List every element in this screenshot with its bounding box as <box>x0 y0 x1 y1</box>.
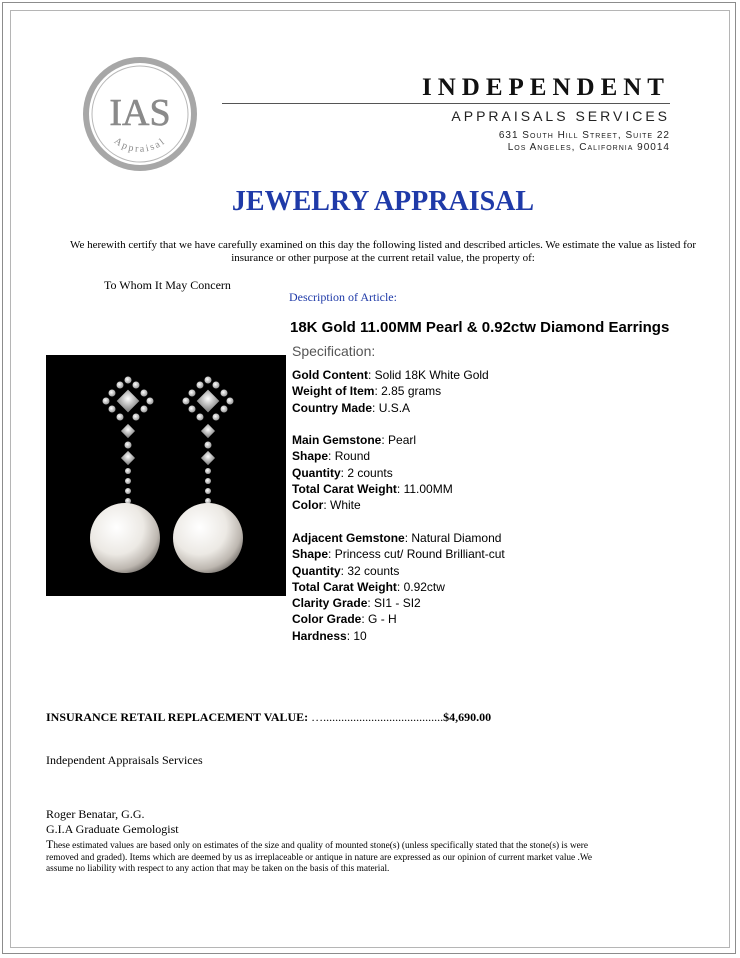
spec-row: Adjacent Gemstone: Natural Diamond <box>292 531 502 545</box>
spec-row: Clarity Grade: SI1 - SI2 <box>292 596 421 611</box>
insurance-value-line <box>46 710 491 725</box>
disclaimer-initial: T <box>46 837 54 851</box>
spec-row: Total Carat Weight: 11.00MM <box>292 481 453 496</box>
address-line-1: 631 South Hill Street, Suite 22 <box>498 130 670 141</box>
signer-name: Roger Benatar, G.G. <box>46 807 145 821</box>
company-subtitle: APPRAISALS SERVICES <box>451 108 670 124</box>
spec-row: Quantity: 32 counts <box>292 563 400 578</box>
insurance-amount: $4,690.00 <box>443 710 492 724</box>
spec-group-main-gemstone <box>292 432 453 513</box>
logo-monogram: IAS <box>109 92 171 134</box>
spec-row: Weight of Item: 2.85 grams <box>292 384 442 399</box>
footer-company: Independent Appraisals Services <box>46 753 203 767</box>
item-title: 18K Gold 11.00MM Pearl & 0.92ctw Diamond Earrings <box>290 319 670 336</box>
spec-row: Shape: Princess cut/ Round Brilliant-cut <box>292 547 505 562</box>
description-label: Description of Article: <box>289 290 397 304</box>
document-title: JEWELRY APPRAISAL <box>231 186 535 217</box>
logo-arc-text: Appraisal <box>111 135 169 155</box>
ias-logo <box>81 55 199 173</box>
address-line-2: Los Angeles, California 90014 <box>507 142 670 153</box>
certification-text: We herewith certify that we have carefully examined on this day the following listed and described articles. We estimate the value as listed for insurance or other purpose at the current retail value, the property of: <box>69 239 697 264</box>
spec-row: Total Carat Weight: 0.92ctw <box>292 579 445 594</box>
earrings-photo <box>46 355 286 596</box>
spec-row: Quantity: 2 counts <box>292 465 393 480</box>
disclaimer <box>46 839 606 876</box>
spec-row: Color: White <box>292 498 361 513</box>
spec-row: Color Grade: G - H <box>292 612 397 627</box>
spec-row: Country Made: U.S.A <box>292 400 411 415</box>
spec-group-metal <box>292 367 489 416</box>
spec-row: Gold Content: Solid 18K White Gold <box>292 368 489 382</box>
signer-title: G.I.A Graduate Gemologist <box>46 822 179 836</box>
spec-group-adjacent-gemstone <box>292 530 505 644</box>
recipient: To Whom It May Concern <box>104 278 231 292</box>
insurance-label: INSURANCE RETAIL REPLACEMENT VALUE: <box>46 710 309 724</box>
spec-row: Main Gemstone: Pearl <box>292 433 417 447</box>
specification-label: Specification: <box>292 343 376 359</box>
company-name: INDEPENDENT <box>422 74 670 101</box>
spec-row: Hardness: 10 <box>292 628 367 643</box>
header-divider <box>222 103 670 104</box>
spec-row: Shape: Round <box>292 449 371 464</box>
insurance-dots: …........................................ <box>311 710 444 724</box>
disclaimer-text: hese estimated values are based only on estimates of the size and quality of mounted stone(s) (unless specifically stated that the stone(s) is were removed and graded). Items which are deemed by us as irreplaceable or antique in nature are expressed as our opinion of current market value .We assume no liability with respect to any action that may be taken on the basis of this material. <box>46 841 592 874</box>
